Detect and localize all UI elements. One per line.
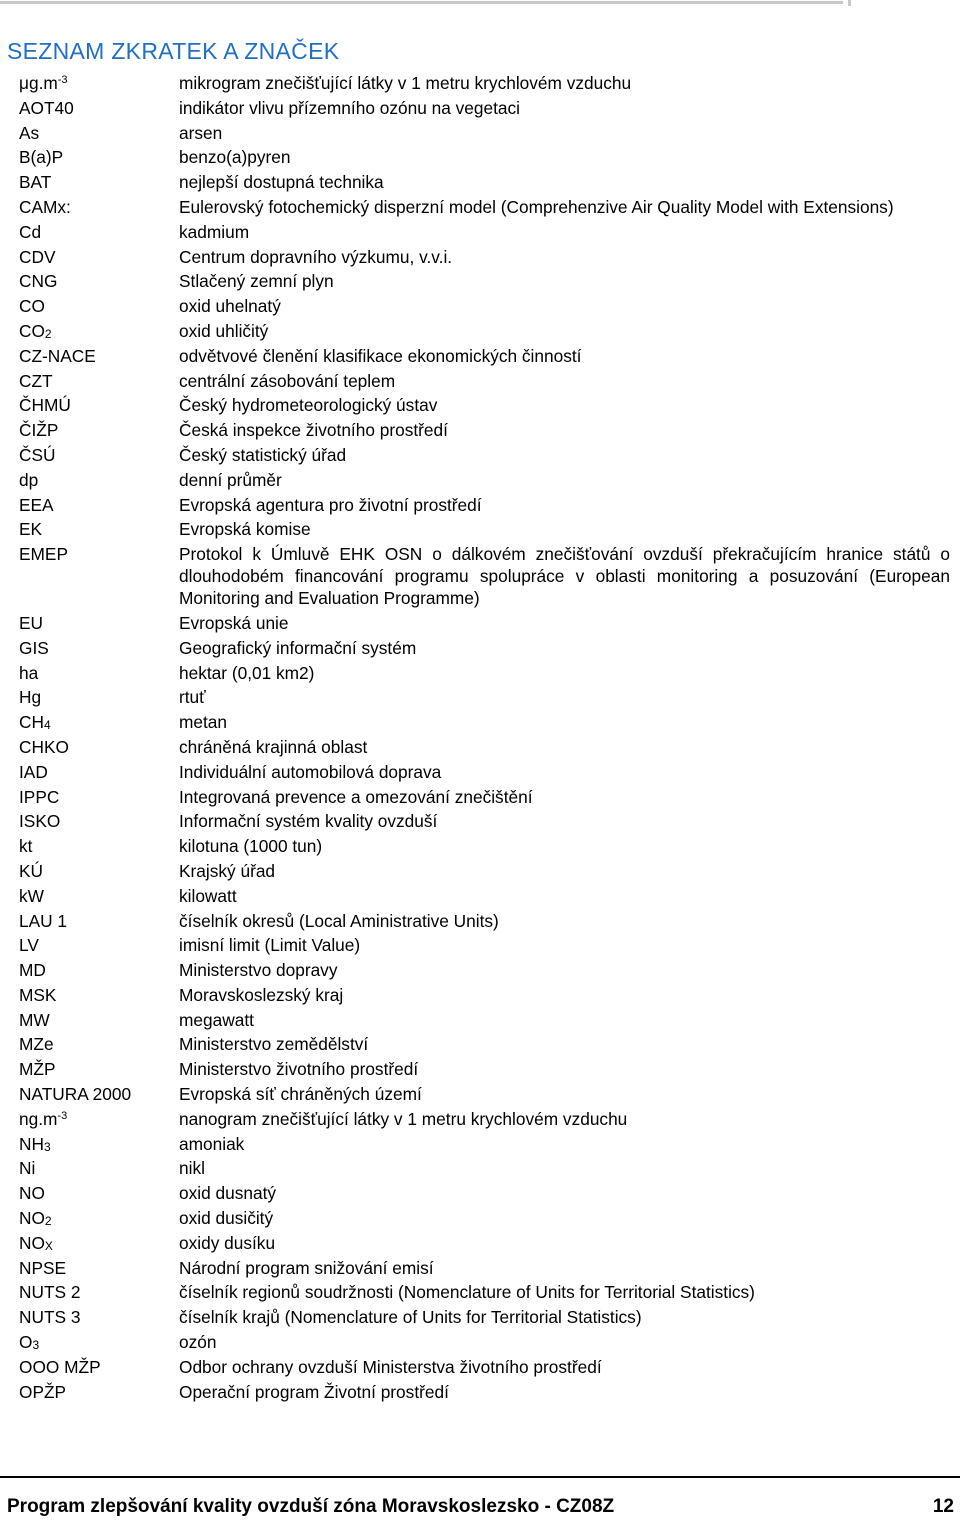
- abbreviation-text: AOT40: [19, 97, 74, 118]
- abbreviation-row: [0, 1207, 960, 1229]
- abbreviation-definition: oxidy dusíku: [179, 1232, 276, 1253]
- abbreviation-term: [0, 1331, 179, 1353]
- abbreviation-text: ČIŽP: [19, 420, 59, 441]
- abbreviation-text: OPŽP: [19, 1381, 67, 1402]
- abbreviation-term: [0, 394, 179, 416]
- footer-rule: [0, 1476, 960, 1478]
- abbreviation-row: [0, 221, 960, 243]
- abbreviation-definition: indikátor vlivu přízemního ozónu na vegetaci: [179, 97, 521, 118]
- abbreviation-row: [0, 171, 960, 193]
- abbreviation-text: CO: [19, 320, 45, 341]
- abbreviation-definition: ozón: [179, 1332, 217, 1353]
- abbreviation-row: [0, 1133, 960, 1155]
- abbreviation-text: O: [19, 1332, 33, 1353]
- abbreviation-text: EK: [19, 519, 43, 540]
- abbreviation-text: As: [19, 122, 40, 143]
- abbreviation-text: CZT: [19, 370, 53, 391]
- abbreviation-row: [0, 543, 960, 609]
- abbreviation-term: [0, 295, 179, 317]
- abbreviation-definition: nejlepší dostupná technika: [179, 172, 384, 193]
- abbreviation-term: [0, 494, 179, 516]
- abbreviation-text: NH: [19, 1133, 44, 1154]
- abbreviation-row: [0, 1281, 960, 1303]
- abbreviation-term: [0, 320, 179, 342]
- abbreviation-row: [0, 320, 960, 342]
- abbreviation-row: [0, 736, 960, 758]
- abbreviation-subscript: 4: [43, 718, 51, 733]
- abbreviation-text: NUTS 2: [19, 1282, 81, 1303]
- abbreviation-definition: Český statistický úřad: [179, 444, 347, 465]
- abbreviation-definition: Geografický informační systém: [179, 637, 417, 658]
- abbreviation-superscript: -3: [57, 1109, 68, 1122]
- abbreviation-definition: nanogram znečišťující látky v 1 metru krychlovém vzduchu: [179, 1108, 628, 1129]
- abbreviation-text: CO: [19, 296, 45, 317]
- abbreviation-term: [0, 1058, 179, 1080]
- abbreviation-row: [0, 1009, 960, 1031]
- abbreviation-term: [0, 1133, 179, 1155]
- abbreviation-term: [0, 370, 179, 392]
- abbreviation-definition: megawatt: [179, 1009, 254, 1030]
- abbreviation-definition: Individuální automobilová doprava: [179, 761, 442, 782]
- abbreviation-term: [0, 171, 179, 193]
- abbreviation-term: [0, 518, 179, 540]
- abbreviation-text: ČHMÚ: [19, 395, 71, 416]
- abbreviation-row: [0, 910, 960, 932]
- abbreviation-row: [0, 1083, 960, 1105]
- abbreviation-term: [0, 196, 179, 218]
- abbreviation-text: NPSE: [19, 1257, 67, 1278]
- abbreviation-text: NATURA 2000: [19, 1084, 132, 1105]
- abbreviation-text: EEA: [19, 494, 54, 515]
- abbreviation-term: [0, 934, 179, 956]
- abbreviation-term: [0, 1356, 179, 1378]
- abbreviation-definition: Ministerstvo zemědělství: [179, 1034, 369, 1055]
- abbreviation-definition: Protokol k Úmluvě EHK OSN o dálkovém znečišťování ovzduší překračujícím hranice států o dlouhodobém financování programu spolupráce v oblasti monitoring a posuzování (European Monitoring and Evaluation Programme): [179, 544, 950, 609]
- footer-document-title: Program zlepšování kvality ovzduší zóna Moravskoslezsko - CZ08Z: [7, 1496, 615, 1517]
- abbreviation-term: [0, 246, 179, 268]
- abbreviation-definition: Český hydrometeorologický ústav: [179, 395, 438, 416]
- abbreviation-text: ISKO: [19, 811, 61, 832]
- abbreviation-term: [0, 736, 179, 758]
- abbreviation-row: [0, 419, 960, 441]
- abbreviation-row: [0, 637, 960, 659]
- abbreviation-text: LAU 1: [19, 910, 68, 931]
- abbreviation-definition: Krajský úřad: [179, 860, 276, 881]
- abbreviation-row: [0, 1182, 960, 1204]
- abbreviation-text: ČSÚ: [19, 444, 56, 465]
- abbreviation-definition: amoniak: [179, 1133, 245, 1154]
- abbreviation-term: [0, 97, 179, 119]
- abbreviation-definition: oxid uhličitý: [179, 320, 269, 341]
- abbreviation-term: [0, 1033, 179, 1055]
- abbreviation-definition: kilowatt: [179, 885, 237, 906]
- abbreviation-row: [0, 469, 960, 491]
- abbreviation-term: [0, 419, 179, 441]
- abbreviation-subscript: 2: [44, 1214, 52, 1229]
- abbreviation-definition: Ministerstvo dopravy: [179, 960, 338, 981]
- abbreviation-definition: číselník regionů soudržnosti (Nomenclature of Units for Territorial Statistics): [179, 1282, 755, 1303]
- abbreviation-row: [0, 810, 960, 832]
- abbreviation-row: [0, 711, 960, 733]
- abbreviation-row: [0, 835, 960, 857]
- abbreviation-text: Ni: [19, 1158, 36, 1179]
- abbreviation-definition: denní průměr: [179, 469, 282, 490]
- abbreviation-definition: imisní limit (Limit Value): [179, 935, 361, 956]
- abbreviation-term: [0, 543, 179, 609]
- abbreviation-definition: benzo(a)pyren: [179, 147, 291, 168]
- abbreviation-row: [0, 122, 960, 144]
- abbreviation-row: [0, 959, 960, 981]
- abbreviation-row: [0, 1356, 960, 1378]
- section-heading: SEZNAM ZKRATEK A ZNAČEK: [7, 38, 340, 64]
- abbreviation-definition: Evropská síť chráněných území: [179, 1084, 422, 1105]
- abbreviation-text: NO: [19, 1183, 45, 1204]
- abbreviation-definition: Evropská unie: [179, 612, 289, 633]
- abbreviation-text: ha: [19, 662, 39, 683]
- abbreviation-row: [0, 1232, 960, 1254]
- abbreviation-text: NO: [19, 1232, 45, 1253]
- abbreviation-row: [0, 518, 960, 540]
- abbreviation-text: NO: [19, 1208, 45, 1229]
- abbreviation-definition: Operační program Životní prostředí: [179, 1381, 449, 1402]
- footer-page-number: 12: [932, 1496, 954, 1517]
- abbreviation-row: [0, 1058, 960, 1080]
- abbreviation-text: EU: [19, 612, 44, 633]
- abbreviation-text: dp: [19, 469, 39, 490]
- abbreviation-row: [0, 686, 960, 708]
- abbreviation-definition: Evropská komise: [179, 519, 311, 540]
- abbreviation-definition: Informační systém kvality ovzduší: [179, 811, 438, 832]
- abbreviation-text: ng.m: [19, 1108, 58, 1129]
- abbreviation-row: [0, 295, 960, 317]
- abbreviation-definition: Centrum dopravního výzkumu, v.v.i.: [179, 246, 453, 267]
- abbreviation-term: [0, 1232, 179, 1254]
- abbreviation-text: μg.m: [19, 73, 58, 93]
- abbreviation-term: [0, 786, 179, 808]
- abbreviation-definition: číselník okresů (Local Aministrative Units): [179, 910, 499, 931]
- abbreviation-text: CDV: [19, 246, 56, 267]
- abbreviation-superscript: -3: [57, 74, 68, 86]
- abbreviation-term: [0, 1306, 179, 1328]
- abbreviation-term: [0, 1108, 179, 1130]
- abbreviation-definition: Moravskoslezský kraj: [179, 984, 344, 1005]
- abbreviation-text: EMEP: [19, 544, 68, 565]
- abbreviation-row: [0, 246, 960, 268]
- abbreviation-definition: číselník krajů (Nomenclature of Units for Territorial Statistics): [179, 1307, 642, 1328]
- abbreviation-definition: chráněná krajinná oblast: [179, 736, 368, 757]
- abbreviation-subscript: 3: [43, 1139, 51, 1154]
- abbreviation-text: IAD: [19, 761, 48, 782]
- abbreviation-row: [0, 370, 960, 392]
- abbreviation-definition: nikl: [179, 1158, 205, 1179]
- abbreviation-definition: Národní program snižování emisí: [179, 1257, 434, 1278]
- abbreviation-row: [0, 612, 960, 634]
- abbreviation-definition: Integrovaná prevence a omezování znečištění: [179, 786, 533, 807]
- abbreviation-row: [0, 97, 960, 119]
- abbreviation-definition: mikrogram znečišťující látky v 1 metru krychlovém vzduchu: [179, 73, 632, 93]
- abbreviation-term: [0, 686, 179, 708]
- abbreviation-text: Hg: [19, 687, 42, 708]
- abbreviation-definition: oxid uhelnatý: [179, 296, 281, 317]
- abbreviation-term: [0, 860, 179, 882]
- abbreviation-row: [0, 1157, 960, 1179]
- abbreviation-term: [0, 72, 179, 94]
- abbreviation-row: [0, 885, 960, 907]
- abbreviation-text: OOO MŽP: [19, 1356, 101, 1377]
- abbreviation-text: kt: [19, 836, 33, 857]
- abbreviation-row: [0, 662, 960, 684]
- abbreviation-term: [0, 122, 179, 144]
- abbreviation-text: GIS: [19, 637, 49, 658]
- abbreviation-definition: hektar (0,01 km2): [179, 662, 315, 683]
- abbreviation-row: [0, 345, 960, 367]
- abbreviation-text: B(a)P: [19, 147, 64, 168]
- abbreviation-subscript: 2: [44, 326, 52, 341]
- abbreviation-row: [0, 934, 960, 956]
- abbreviation-term: [0, 1157, 179, 1179]
- abbreviation-definition: kadmium: [179, 221, 250, 242]
- abbreviation-text: MSK: [19, 984, 57, 1005]
- abbreviation-text: BAT: [19, 172, 52, 193]
- abbreviation-term: [0, 761, 179, 783]
- abbreviation-row: [0, 196, 960, 218]
- abbreviation-term: [0, 146, 179, 168]
- abbreviation-list: [0, 72, 960, 1405]
- abbreviation-text: kW: [19, 885, 44, 906]
- abbreviation-term: [0, 1083, 179, 1105]
- abbreviation-definition: Odbor ochrany ovzduší Ministerstva životního prostředí: [179, 1356, 602, 1377]
- abbreviation-text: CH: [19, 712, 44, 733]
- abbreviation-term: [0, 221, 179, 243]
- abbreviation-row: [0, 860, 960, 882]
- abbreviation-term: [0, 1281, 179, 1303]
- top-rule: [0, 1, 843, 4]
- abbreviation-row: [0, 1108, 960, 1130]
- abbreviation-definition: oxid dusnatý: [179, 1183, 277, 1204]
- abbreviation-term: [0, 1257, 179, 1279]
- abbreviation-definition: kilotuna (1000 tun): [179, 836, 323, 857]
- abbreviation-term: [0, 612, 179, 634]
- abbreviation-term: [0, 1182, 179, 1204]
- abbreviation-row: [0, 270, 960, 292]
- abbreviation-term: [0, 835, 179, 857]
- abbreviation-term: [0, 662, 179, 684]
- abbreviation-term: [0, 444, 179, 466]
- abbreviation-term: [0, 810, 179, 832]
- abbreviation-row: [0, 786, 960, 808]
- abbreviation-term: [0, 1207, 179, 1229]
- abbreviation-row: [0, 1331, 960, 1353]
- abbreviation-row: [0, 1381, 960, 1403]
- abbreviation-definition: odvětvové členění klasifikace ekonomických činností: [179, 345, 582, 366]
- abbreviation-term: [0, 1009, 179, 1031]
- abbreviation-term: [0, 270, 179, 292]
- abbreviation-definition: metan: [179, 712, 228, 733]
- abbreviation-term: [0, 637, 179, 659]
- abbreviation-text: LV: [19, 935, 39, 956]
- abbreviation-definition: centrální zásobování teplem: [179, 370, 396, 391]
- abbreviation-term: [0, 345, 179, 367]
- abbreviation-text: CNG: [19, 271, 58, 292]
- abbreviation-definition: arsen: [179, 122, 223, 143]
- abbreviation-term: [0, 910, 179, 932]
- abbreviation-row: [0, 146, 960, 168]
- abbreviation-text: KÚ: [19, 860, 44, 881]
- abbreviation-definition: Evropská agentura pro životní prostředí: [179, 494, 482, 515]
- abbreviation-text: CAMx:: [19, 196, 71, 217]
- abbreviation-text: CZ-NACE: [19, 345, 96, 366]
- abbreviation-text: MŽP: [19, 1059, 56, 1080]
- abbreviation-text: MD: [19, 960, 46, 981]
- abbreviation-text: Cd: [19, 221, 42, 242]
- abbreviation-definition: Ministerstvo životního prostředí: [179, 1059, 419, 1080]
- abbreviation-term: [0, 1381, 179, 1403]
- abbreviation-definition: oxid dusičitý: [179, 1208, 274, 1229]
- abbreviation-row: [0, 984, 960, 1006]
- abbreviation-row: [0, 1257, 960, 1279]
- abbreviation-row: [0, 444, 960, 466]
- abbreviation-text: IPPC: [19, 786, 60, 807]
- abbreviation-term: [0, 959, 179, 981]
- abbreviation-text: MZe: [19, 1034, 54, 1055]
- abbreviation-term: [0, 885, 179, 907]
- abbreviation-row: [0, 72, 960, 94]
- abbreviation-definition: Česká inspekce životního prostředí: [179, 420, 448, 441]
- abbreviation-text: NUTS 3: [19, 1307, 81, 1328]
- abbreviation-row: [0, 1306, 960, 1328]
- abbreviation-definition: Stlačený zemní plyn: [179, 271, 334, 292]
- abbreviation-definition: rtuť: [179, 687, 206, 708]
- abbreviation-term: [0, 711, 179, 733]
- abbreviation-subscript: 3: [32, 1338, 40, 1353]
- abbreviation-text: MW: [19, 1009, 50, 1030]
- top-rule-marker: [848, 0, 851, 6]
- abbreviation-term: [0, 469, 179, 491]
- abbreviation-definition: Eulerovský fotochemický disperzní model (Comprehenzive Air Quality Model with Extensions): [179, 196, 894, 217]
- abbreviation-subscript: X: [44, 1238, 53, 1253]
- abbreviation-row: [0, 394, 960, 416]
- abbreviation-row: [0, 1033, 960, 1055]
- abbreviation-row: [0, 494, 960, 516]
- abbreviation-row: [0, 761, 960, 783]
- abbreviation-text: CHKO: [19, 736, 69, 757]
- abbreviation-term: [0, 984, 179, 1006]
